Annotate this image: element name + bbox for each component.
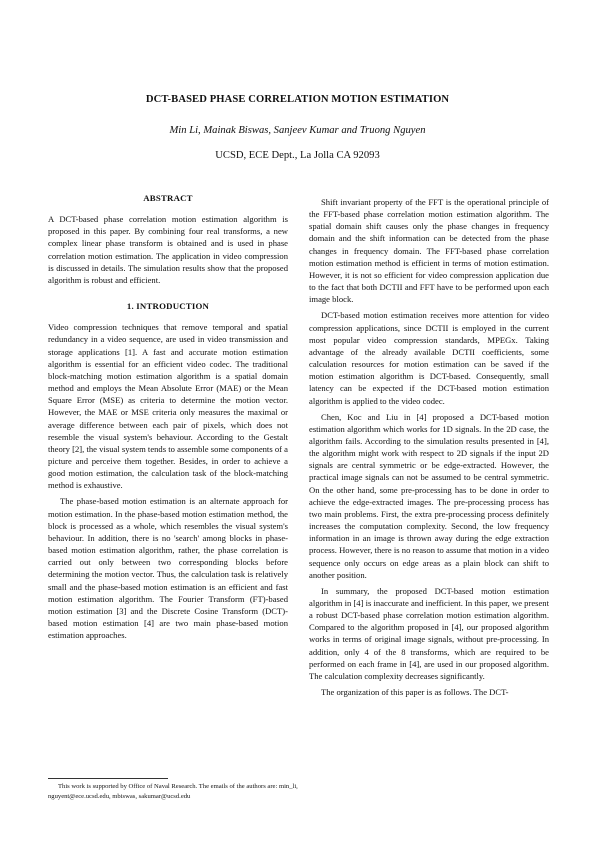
footnote (48, 782, 298, 801)
affiliation: UCSD, ECE Dept., La Jolla CA 92093 (215, 150, 380, 161)
intro-paragraph-2: The phase-based motion estimation is an alternate approach for motion estimation. In the phase-based motion estimation method, the block is processed as a whole, which resembles the visual system's behaviour. In addition, there is no 'search' among blocks in phase-based motion estimation algorithm, rather, the phase correlation is carried out only between two corresponding blocks before determining the motion vector. Thus, the calculation task is relatively small and the phase-based motion estimation is an efficient and fast motion estimation algorithm. The Fourier Transform (FT)-based motion estimation [3] and the Discrete Cosine Transform (DCT)-based motion estimation [4] are two main phase-based motion estimation approaches. (48, 496, 288, 641)
author-list: Min Li, Mainak Biswas, Sanjeev Kumar and Truong Nguyen (169, 125, 426, 136)
intro-paragraph-1: Video compression techniques that remove temporal and spatial redundancy in a video sequence, are used in video transmission and storage applications [1]. A fast and accurate motion estimation algorithm is essential for an efficient video codec. The traditional block-matching motion estimation algorithm is a spatial domain method and employs the Mean Absolute Error (MAE) or the Mean Square Error (MSE) as criteria to determine the motion vector. However, the MAE or MSE criteria only measures the maximal or average difference between each pair of pixels, which does not resemble the visual system's behaviour. According to the Gestalt theory [2], the visual system tends to assemble some components of a picture and perceive them together. Besides, in order to achieve a good motion estimation, the calculation task of the block-matching method is exhaustive. (48, 322, 288, 491)
right-paragraph-2: DCT-based motion estimation receives more attention for video compression applications, since DCTII is employed in the current most popular video compression standards, MPEGx. Taking advantage of the already available DCTII coefficients, some calculation resources for motion estimation can be saved if the motion estimation algorithm is DCT-based. Consequently, small latency can be expected if the DCT-based motion estimation algorithm is applied to the video codec. (309, 310, 549, 406)
right-paragraph-3: Chen, Koc and Liu in [4] proposed a DCT-based motion estimation algorithm which works for 1D signals. In the 2D case, the algorithm fails. According to the simulation results presented in [4], the algorithm might work with respect to 2D signals if the input 2D signals are central symmetric or be edge-extracted. However, the practical image signals can not be assumed to be central symmetric. On the other hand, some pre-processing has to be done in order to achieve the edge-extracted images. The pre-processing process has two main problems. First, the extra pre-processing process definitely increases the computation complexity. Second, the low frequency information in an image is thrown away during the edge extraction process. However, there is no reason to assume that motion in a video sequence only occurs on edge areas as a plain block can shift to another position. (309, 411, 549, 580)
right-paragraph-4: In summary, the proposed DCT-based motion estimation algorithm in [4] is inaccurate and inefficient. In this paper, we present a robust DCT-based phase correlation motion estimation algorithm. Compared to the algorithm proposed in [4], our proposed algorithm works in terms of original image signals, without pre-processing. In addition, only 4 of the 8 transforms, which are required to be performed on each frame in [4], are used in our proposed algorithm. The calculation complexity decreases significantly. (309, 585, 549, 681)
paper-title: DCT-BASED PHASE CORRELATION MOTION ESTIMATION (145, 94, 450, 105)
introduction-heading: 1. INTRODUCTION (126, 301, 210, 312)
left-column (48, 192, 288, 641)
abstract-text: A DCT-based phase correlation motion estimation algorithm is proposed in this paper. By combining four real transforms, a new complex linear phase transform is obtained and is used in phase correlation motion estimation. The application in video compression is discussed in details. The simulation results show that the proposed algorithm is robust and efficient. (48, 214, 288, 285)
right-paragraph-1: Shift invariant property of the FFT is the operational principle of the FFT-based phase correlation motion estimation algorithm. The spatial domain shift causes only the phase changes in frequency domain and the shift information can be detected from the phase changes in frequency domain. The FFT-based phase correlation motion estimation method is efficient in terms of motion estimation. However, it is not so efficient for video compression application due to the fact that both DCTII and FFT have to be performed upon each image block. (309, 197, 549, 305)
footnote-rule (48, 778, 168, 779)
right-paragraph-5: The organization of this paper is as follows. The DCT- (321, 687, 509, 698)
right-column (309, 196, 549, 698)
footnote-text: This work is supported by Office of Naval Research. The emails of the authors are: min_li, nguyent@ece.ucsd.edu, mbiswas, sakumar@ucsd.edu (48, 783, 298, 800)
abstract-heading: ABSTRACT (143, 193, 193, 203)
